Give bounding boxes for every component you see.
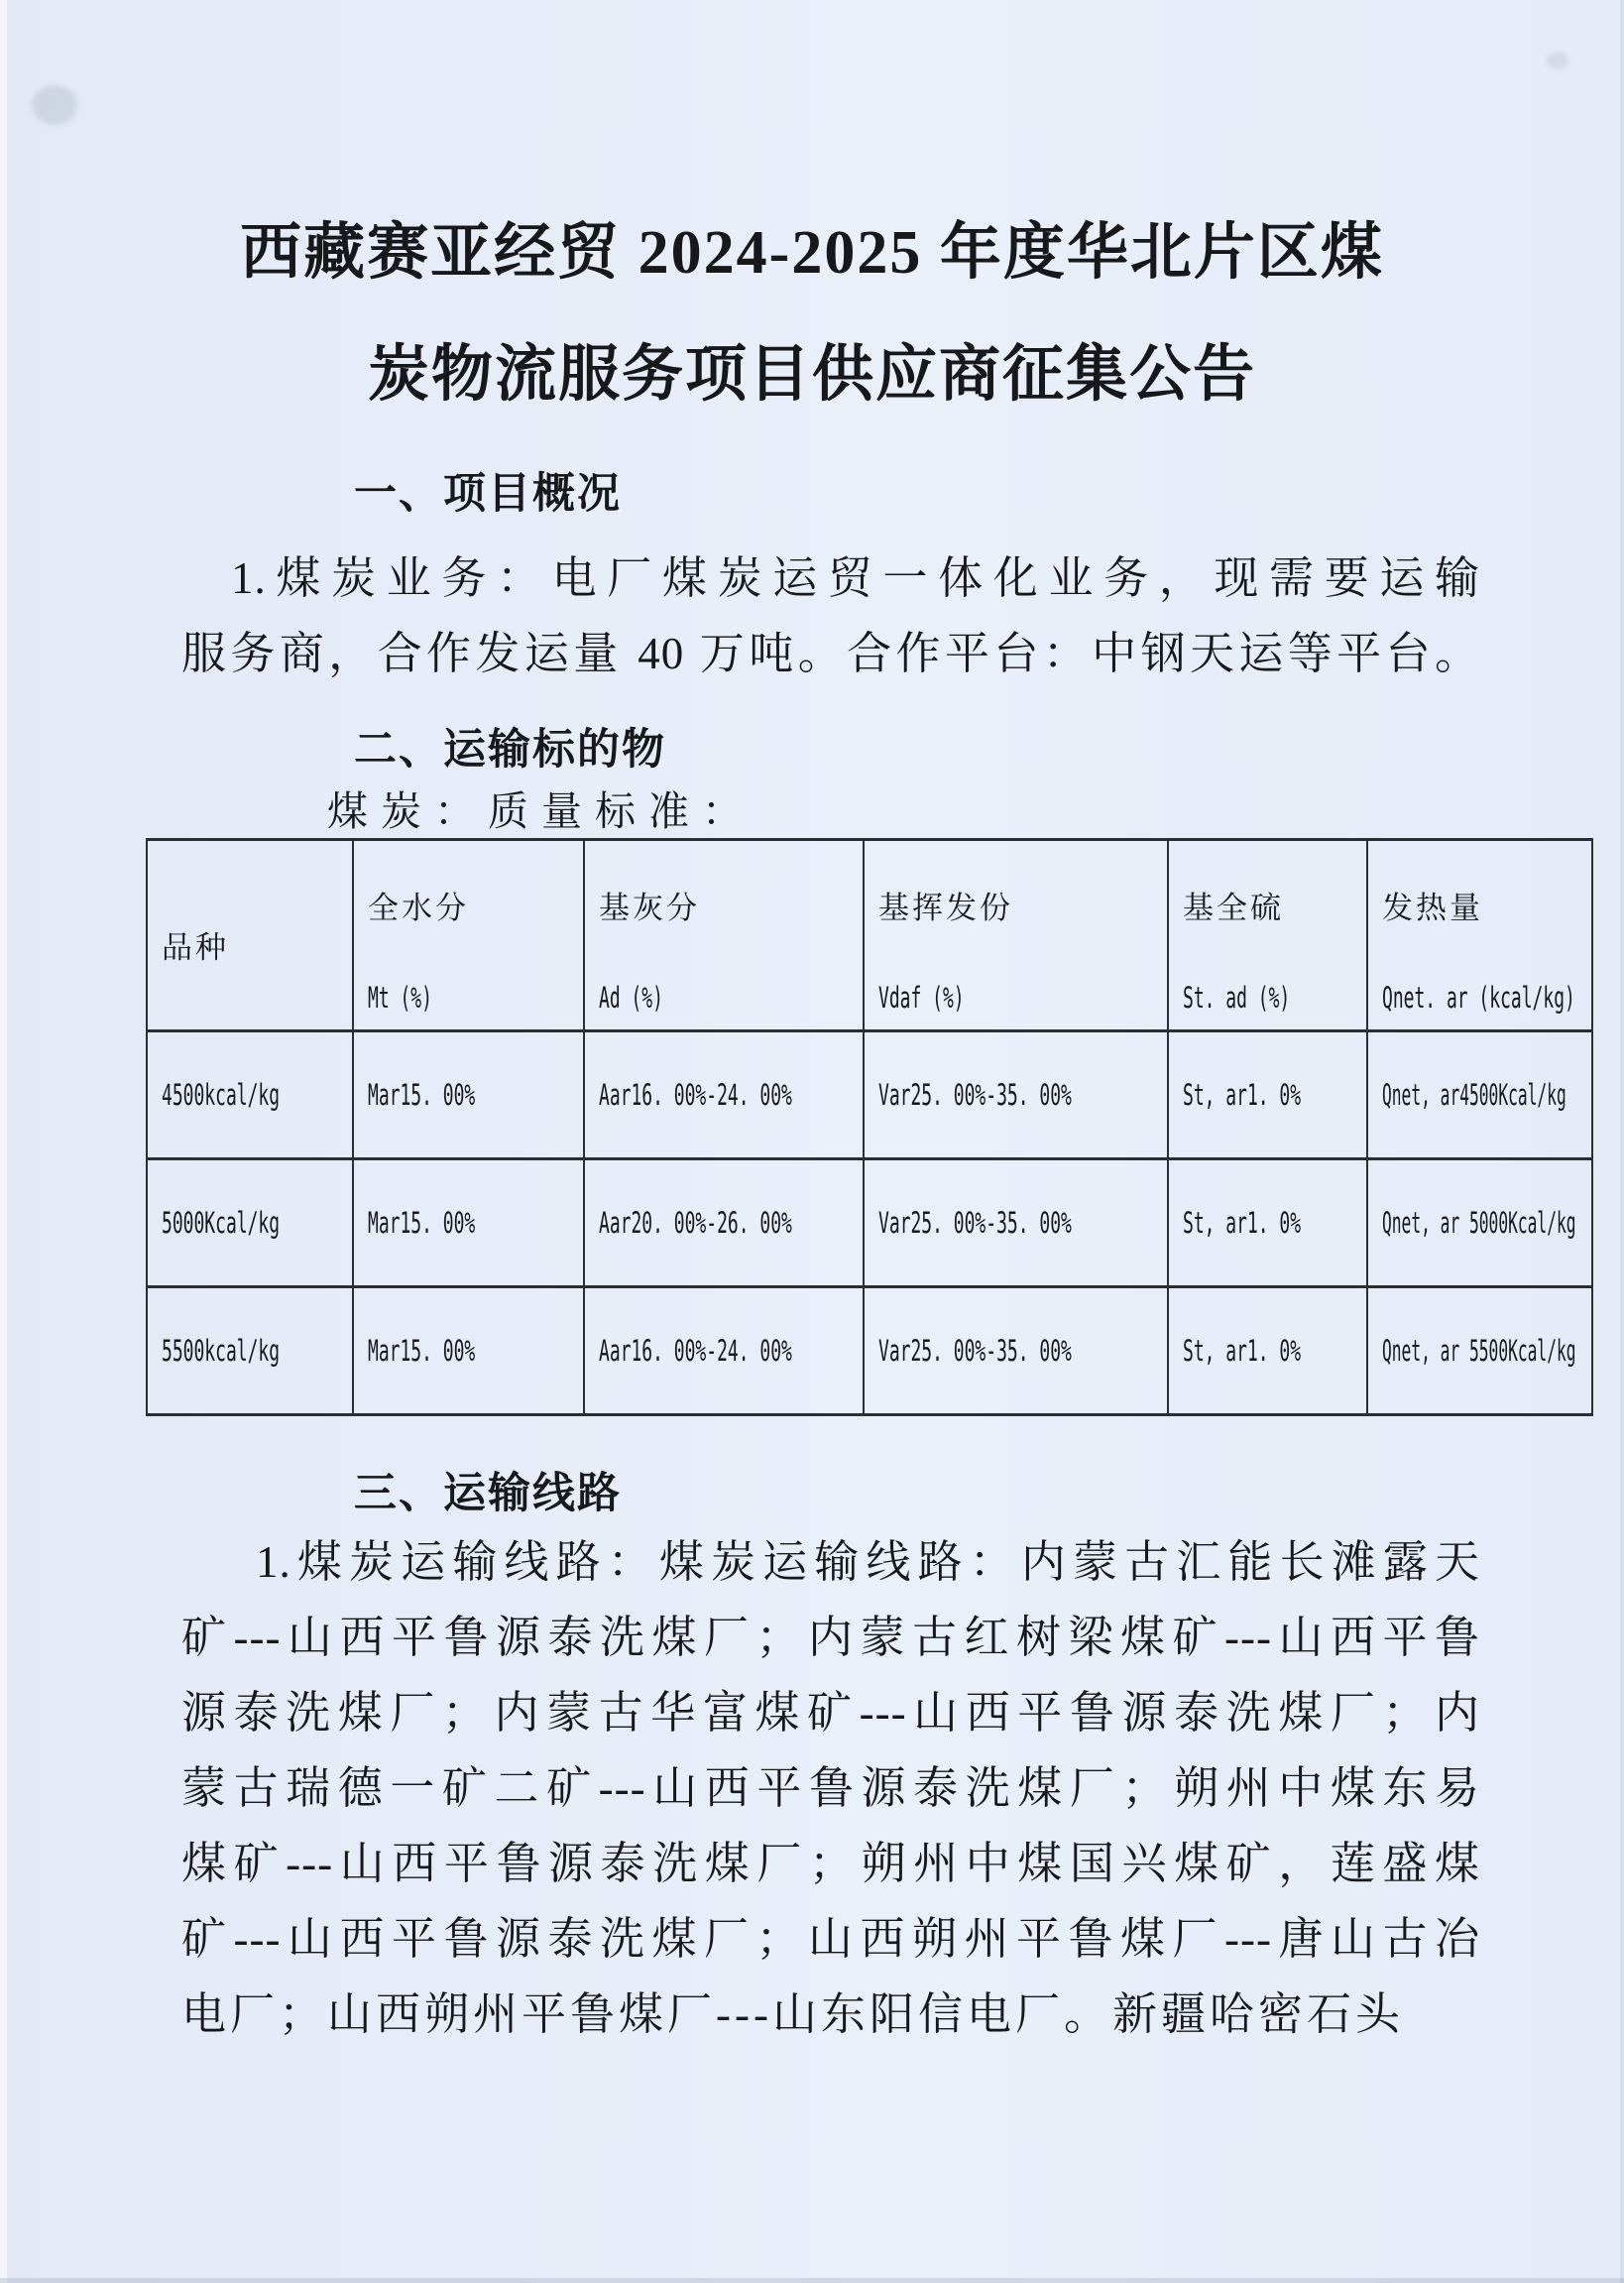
- cell-value: Aar20. 00%-26. 00%: [599, 1206, 792, 1240]
- cell-value: St, ar1. 0%: [1183, 1078, 1302, 1112]
- table-cell: [584, 1287, 864, 1415]
- col-header-label: 基挥发份: [878, 891, 1013, 926]
- cell-value: Var25. 00%-35. 00%: [878, 1334, 1072, 1368]
- table-row-4500: [147, 1031, 1592, 1159]
- body-line: 源泰洗煤厂；内蒙古华富煤矿---山西平鲁源泰洗煤厂；内: [181, 1688, 1480, 1738]
- table-header-row: [147, 840, 1592, 1031]
- table-cell: [147, 1031, 353, 1159]
- cell-value: Var25. 00%-35. 00%: [878, 1206, 1072, 1240]
- table-cell: [353, 1159, 584, 1287]
- table-cell: [864, 1159, 1168, 1287]
- cell-value: Var25. 00%-35. 00%: [878, 1078, 1072, 1112]
- cell-value: 5000Kcal/kg: [162, 1206, 281, 1240]
- body-line: 电厂；山西朔州平鲁煤厂---山东阳信电厂。新疆哈密石头: [181, 1989, 1404, 2039]
- coal-quality-table: [146, 838, 1593, 1416]
- table-cell: [1168, 1031, 1367, 1159]
- cell-value: Mar15. 00%: [368, 1206, 476, 1240]
- table-cell: [584, 1031, 864, 1159]
- cell-value: Qnet, ar4500Kcal/kg: [1382, 1078, 1566, 1112]
- col-header-code: St. ad (%): [1183, 981, 1291, 1015]
- table-cell: [147, 1159, 353, 1287]
- cell-value: Qnet, ar 5000Kcal/kg: [1382, 1206, 1576, 1240]
- scan-smudge: [1547, 52, 1568, 69]
- col-header-code: Mt (%): [368, 981, 432, 1015]
- table-cell: [1367, 1159, 1592, 1287]
- section-3-paragraph: [181, 1524, 1480, 2052]
- scan-smudge: [32, 85, 77, 125]
- body-line: 蒙古瑞德一矿二矿---山西平鲁源泰洗煤厂；朔州中煤东易: [181, 1763, 1480, 1813]
- table-row-5000: [147, 1159, 1592, 1287]
- quality-standard-label: 煤炭：质量标准：: [327, 788, 755, 834]
- cell-value: Mar15. 00%: [368, 1334, 476, 1368]
- cell-value: St, ar1. 0%: [1183, 1334, 1302, 1368]
- body-line: 矿---山西平鲁源泰洗煤厂；内蒙古红树梁煤矿---山西平鲁: [181, 1613, 1480, 1662]
- col-header-label: 基灰分: [599, 891, 700, 926]
- col-header-code: Qnet. ar (kcal/kg): [1382, 981, 1575, 1015]
- cell-value: Aar16. 00%-24. 00%: [599, 1334, 792, 1368]
- table-cell: [1367, 1031, 1592, 1159]
- table-cell: [353, 1287, 584, 1415]
- table-cell: [864, 1031, 1168, 1159]
- col-header-label: 发热量: [1382, 891, 1483, 926]
- col-header-label: 基全硫: [1183, 891, 1284, 926]
- table-cell: [353, 1031, 584, 1159]
- body-line: 服务商，合作发运量 40 万吨。合作平台：中钢天运等平台。: [181, 629, 1480, 678]
- col-header-label: 全水分: [368, 891, 469, 926]
- col-header-sulfur: [1168, 840, 1367, 1031]
- cell-value: 5500kcal/kg: [162, 1334, 281, 1368]
- col-header-label: 品种: [162, 930, 229, 966]
- table-cell: [147, 1287, 353, 1415]
- cell-value: St, ar1. 0%: [1183, 1206, 1302, 1240]
- col-header-code: Vdaf (%): [878, 981, 965, 1015]
- section-1-heading: 一、项目概况: [354, 470, 622, 518]
- table-cell: [1168, 1287, 1367, 1415]
- col-header-volatile: [864, 840, 1168, 1031]
- cell-value: Mar15. 00%: [368, 1078, 476, 1112]
- body-line: 煤矿---山西平鲁源泰洗煤厂；朔州中煤国兴煤矿，莲盛煤: [181, 1839, 1480, 1888]
- cell-value: 4500kcal/kg: [162, 1078, 281, 1112]
- body-line: 矿---山西平鲁源泰洗煤厂；山西朔州平鲁煤厂---唐山古冶: [181, 1914, 1480, 1964]
- col-header-code: Ad (%): [599, 981, 663, 1015]
- section-2-heading: 二、运输标的物: [354, 726, 666, 774]
- section-1-paragraph: [181, 541, 1480, 691]
- col-header-total-moisture: [353, 840, 584, 1031]
- body-line: 1.煤炭运输线路：煤炭运输线路：内蒙古汇能长滩露天: [256, 1537, 1480, 1587]
- table-row-5500: [147, 1287, 1592, 1415]
- table-cell: [1367, 1287, 1592, 1415]
- col-header-variety: [147, 840, 353, 1031]
- cell-value: Aar16. 00%-24. 00%: [599, 1078, 792, 1112]
- table-cell: [1168, 1159, 1367, 1287]
- body-line: 1.煤炭业务：电厂煤炭运贸一体化业务，现需要运输: [231, 553, 1480, 603]
- cell-value: Qnet, ar 5500Kcal/kg: [1382, 1334, 1576, 1368]
- table-cell: [584, 1159, 864, 1287]
- table-cell: [864, 1287, 1168, 1415]
- page-title-line-1: 西藏赛亚经贸 2024-2025 年度华北片区煤: [240, 219, 1384, 287]
- col-header-calorific-value: [1367, 840, 1592, 1031]
- scan-edge-bottom: [0, 2278, 1624, 2283]
- page-title-line-2: 炭物流服务项目供应商征集公告: [367, 341, 1256, 409]
- section-3-heading: 三、运输线路: [354, 1470, 622, 1517]
- col-header-ash: [584, 840, 864, 1031]
